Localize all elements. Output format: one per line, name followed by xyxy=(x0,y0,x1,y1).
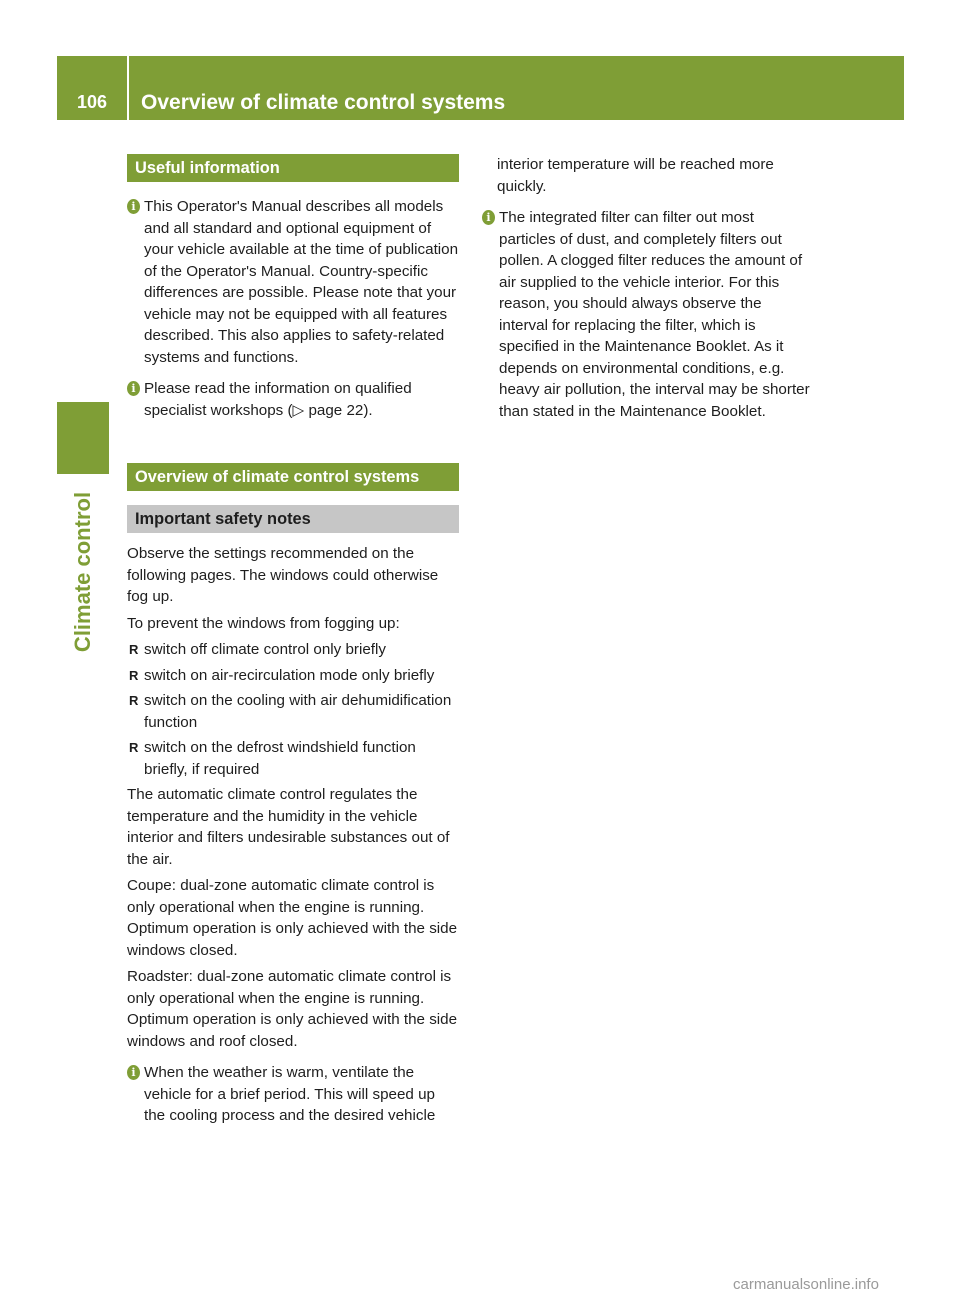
bullet-icon: R xyxy=(129,740,139,755)
page-title: Overview of climate control systems xyxy=(141,91,506,114)
bullet-icon: R xyxy=(129,693,139,708)
header-divider xyxy=(127,56,129,120)
info-note-text: This Operator's Manual describes all models and all standard and optional equipment of your vehicle available at the time of publication of the Operator's Manual. Country-specific differences are possible. Please note that your vehicle may not be equipped with all features described. This also applies to safety-related systems and functions. xyxy=(144,198,459,366)
list-item xyxy=(127,639,459,661)
info-note xyxy=(127,196,459,368)
info-icon: i xyxy=(482,210,495,225)
info-note xyxy=(127,1062,459,1127)
list-item xyxy=(127,737,459,780)
continued-text: interior temperature will be reached more quickly. xyxy=(497,156,774,195)
chapter-label-text: Climate control xyxy=(70,491,95,653)
right-column xyxy=(482,154,814,432)
list-item-text: switch off climate control only briefly xyxy=(144,641,386,658)
bullet-icon: R xyxy=(129,667,139,683)
list-item-text: switch on air-recirculation mode only briefly xyxy=(144,666,435,684)
safety-notes-heading: Important safety notes xyxy=(127,505,459,533)
paragraph: Roadster: dual-zone automatic climate control is only operational when the engine is running. Optimum operation is only achieved with the side windows and roof closed. xyxy=(127,968,458,1050)
chapter-label xyxy=(57,482,109,662)
paragraph: To prevent the windows from fogging up: xyxy=(127,614,400,632)
chapter-tab xyxy=(57,402,109,474)
page-number: 106 xyxy=(76,92,108,112)
info-note-text: When the weather is warm, ventilate the vehicle for a brief period. This will speed up the cooling process and the desired vehicle xyxy=(144,1064,436,1124)
list-item xyxy=(127,665,459,687)
useful-information-heading: Useful information xyxy=(127,154,459,182)
left-column xyxy=(127,154,459,1137)
paragraph: The automatic climate control regulates the temperature and the humidity in the vehicle interior and filters undesirable substances out of the air. xyxy=(127,786,450,868)
list-item-text: switch on the defrost windshield function briefly, if required xyxy=(144,739,416,778)
info-note xyxy=(482,207,814,422)
info-icon: i xyxy=(127,381,140,396)
info-note-text: The integrated filter can filter out most particles of dust, and completely filters out pollen. A clogged filter reduces the amount of air supplied to the vehicle interior. For this reason, you should always observe the interval for replacing the filter, which is specified in the Maintenance Booklet. As it depends on environmental conditions, e.g. heavy air pollution, the interval may be shorter than stated in the Maintenance Booklet. xyxy=(499,209,810,420)
watermark: carmanualsonline.info xyxy=(733,1276,879,1293)
paragraph: Observe the settings recommended on the following pages. The windows could otherwise fog up. xyxy=(127,545,439,605)
paragraph: Coupe: dual-zone automatic climate control is only operational when the engine is running. Optimum operation is only achieved with the side windows closed. xyxy=(127,877,458,959)
overview-heading: Overview of climate control systems xyxy=(127,463,459,491)
info-icon: i xyxy=(127,1065,140,1080)
list-item-text: switch on the cooling with air dehumidification function xyxy=(144,692,452,731)
info-icon: i xyxy=(127,199,140,214)
info-note xyxy=(127,378,459,421)
list-item xyxy=(127,690,459,733)
bullet-icon: R xyxy=(129,642,139,657)
info-note-text: Please read the information on qualified specialist workshops (▷ page 22). xyxy=(144,380,412,419)
